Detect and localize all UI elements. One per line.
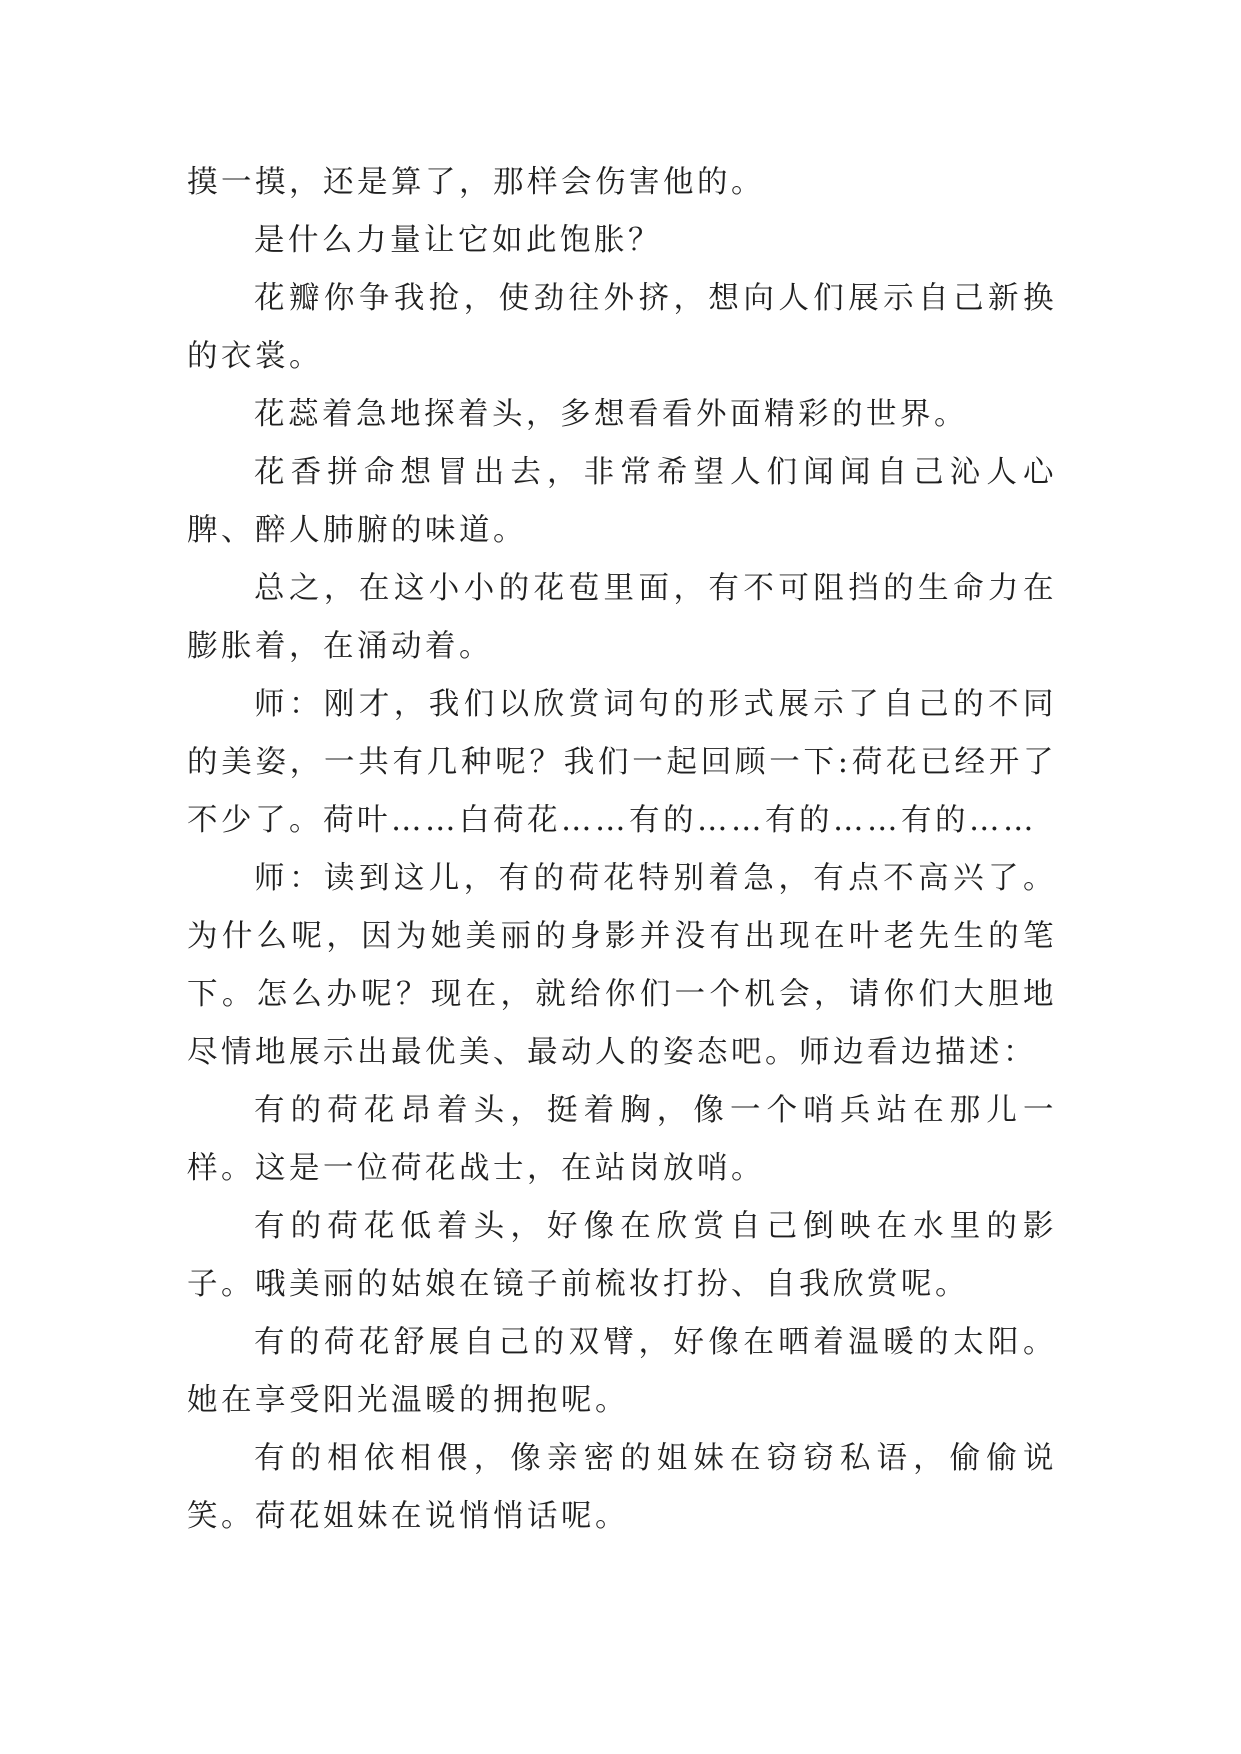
body-text [187,154,1057,1546]
paragraph: 有的相依相偎，像亲密的姐妹在窃窃私语，偷偷说笑。荷花姐妹在说悄悄话呢。 [187,1441,1057,1534]
paragraph: 师：刚才，我们以欣赏词句的形式展示了自己的不同的美姿，一共有几种呢？我们一起回顾一下:荷花已经开了不少了。荷叶……白荷花……有的……有的……有的…… [187,687,1057,838]
paragraph: 摸一摸，还是算了，那样会伤害他的。 [187,165,765,200]
paragraph: 师：读到这儿，有的荷花特别着急，有点不高兴了。为什么呢，因为她美丽的身影并没有出现在叶老先生的笔下。怎么办呢？现在，就给你们一个机会，请你们大胆地尽情地展示出最优美、最动人的姿态吧。师边看边描述： [187,861,1057,1070]
paragraph: 总之，在这小小的花苞里面，有不可阻挡的生命力在膨胀着，在涌动着。 [187,571,1057,664]
paragraph: 有的荷花舒展自己的双臂，好像在晒着温暖的太阳。她在享受阳光温暖的拥抱呢。 [187,1325,1057,1418]
paragraph: 花蕊着急地探着头，多想看看外面精彩的世界。 [254,397,968,432]
paragraph: 有的荷花昂着头，挺着胸，像一个哨兵站在那儿一样。这是一位荷花战士，在站岗放哨。 [187,1093,1057,1186]
paragraph: 是什么力量让它如此饱胀？ [254,223,662,258]
paragraph: 花瓣你争我抢，使劲往外挤，想向人们展示自己新换的衣裳。 [187,281,1057,374]
paragraph: 有的荷花低着头，好像在欣赏自己倒映在水里的影子。哦美丽的姑娘在镜子前梳妆打扮、自我欣赏呢。 [187,1209,1057,1302]
paragraph: 花香拼命想冒出去，非常希望人们闻闻自己沁人心脾、醉人肺腑的味道。 [187,455,1057,548]
